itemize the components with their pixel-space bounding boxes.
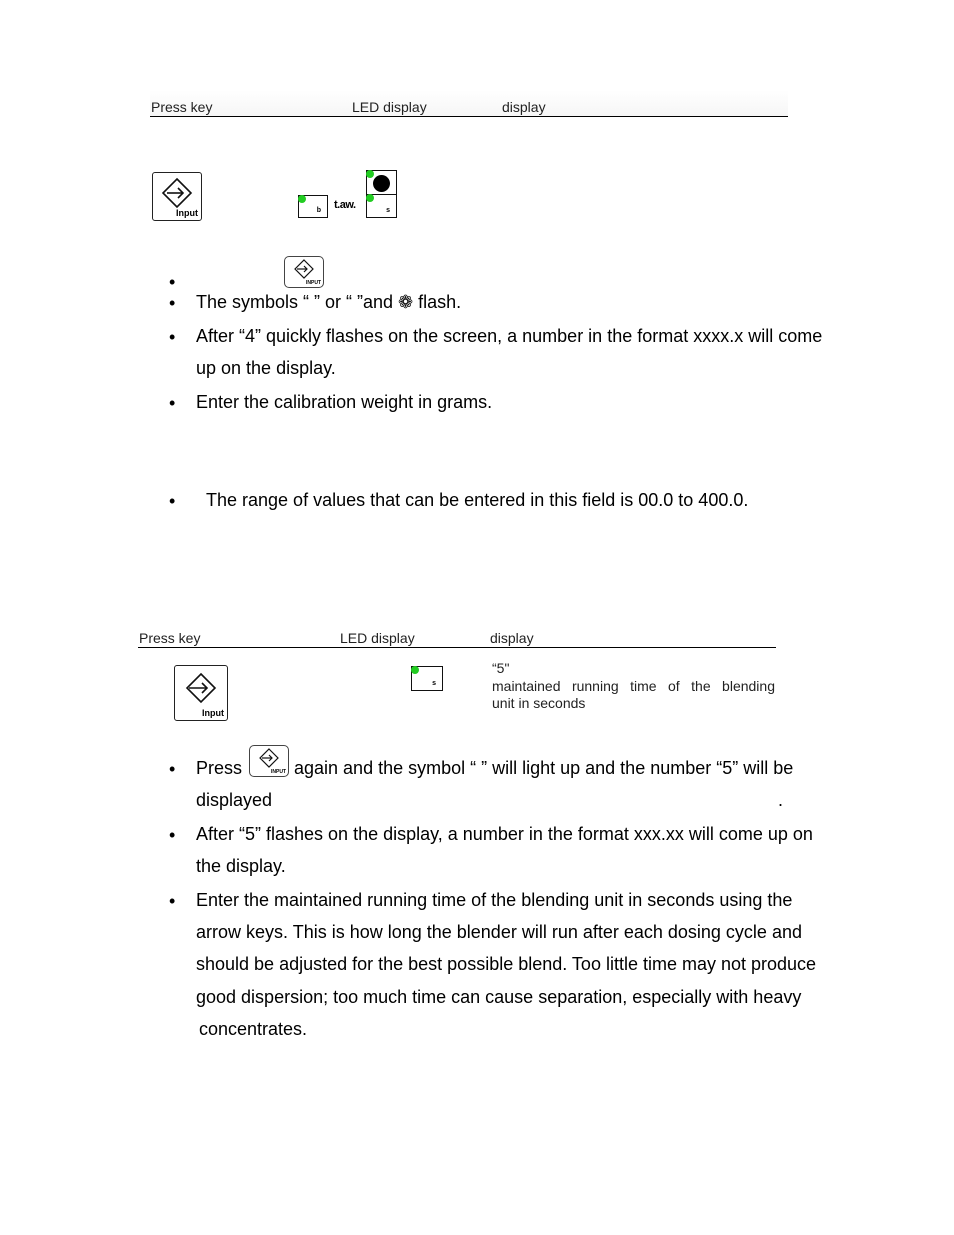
bullet-icon: • — [169, 327, 176, 347]
bullet-press-text: Press — [196, 758, 243, 778]
bullet-icon: • — [169, 891, 176, 911]
bullet-text-cont: displayed — [196, 790, 273, 810]
table1-header — [150, 90, 788, 117]
led-indicator-dot — [366, 170, 397, 196]
bullet-icon: • — [169, 759, 176, 779]
bullet-text: After “4” quickly flashes on the screen, a number in the format xxxx.x will come — [196, 326, 823, 346]
display-description-cont: unit in seconds — [492, 695, 586, 711]
header-press-key: Press key — [139, 630, 201, 646]
bullet-icon: • — [169, 272, 176, 292]
bullet-text-cont: the display. — [196, 856, 286, 876]
table2-header — [138, 621, 776, 648]
bullet-text: After “5” flashes on the display, a number in the format xxx.xx will come up on — [196, 824, 813, 844]
led-green-dot — [366, 170, 374, 178]
display-description: maintained running time of the blending — [492, 678, 775, 694]
input-key-label: Input — [202, 708, 224, 718]
header-press-key: Press key — [151, 99, 213, 115]
bullet-icon: • — [169, 293, 176, 313]
bullet-icon: • — [169, 491, 176, 511]
input-key-inline[interactable] — [284, 256, 324, 288]
inline-key-label: INPUT — [271, 769, 286, 775]
bullet-text: again and the symbol “ ” will light up and the number “5” will be — [294, 758, 794, 778]
bullet-text: The range of values that can be entered in this field is 00.0 to 400.0. — [206, 490, 749, 510]
led-green-dot — [298, 195, 306, 203]
led-indicator-s — [411, 666, 443, 691]
bullet-icon: • — [169, 825, 176, 845]
inline-key-label: INPUT — [306, 280, 321, 286]
led-tag: s — [386, 207, 390, 214]
bullet-icon: • — [169, 393, 176, 413]
bullet-text-cont: concentrates. — [199, 1019, 308, 1039]
input-key[interactable] — [152, 172, 202, 221]
bullet-text: Enter the maintained running time of the blending unit in seconds using the — [196, 890, 793, 910]
bullet-text-cont: good dispersion; too much time can cause separation, especially with heavy — [196, 987, 802, 1007]
led-tag: b — [316, 207, 321, 214]
led-middle-text: t.aw. — [334, 199, 356, 211]
led-indicator-s — [366, 194, 397, 218]
led-green-dot — [411, 666, 419, 674]
header-led-display: LED display — [352, 99, 427, 115]
led-indicator-b — [298, 195, 328, 218]
bullet-text-cont: up on the display. — [196, 358, 336, 378]
input-key-inline[interactable] — [249, 745, 289, 777]
led-tag: s — [432, 680, 436, 687]
input-key[interactable] — [174, 665, 228, 721]
input-key-label: Input — [176, 208, 198, 218]
black-dot-icon — [373, 175, 390, 192]
bullet-text-cont: should be adjusted for the best possible blend. Too little time may not produce — [196, 954, 817, 974]
header-display: display — [490, 630, 534, 646]
header-display: display — [502, 99, 546, 115]
bullet-text: Enter the calibration weight in grams. — [196, 392, 493, 412]
bullet-text-period: . — [778, 790, 784, 810]
led-green-dot — [366, 194, 374, 202]
header-led-display: LED display — [340, 630, 415, 646]
bullet-text-cont: arrow keys. This is how long the blender will run after each dosing cycle and — [196, 922, 802, 942]
display-value: “5" — [492, 660, 510, 676]
bullet-text: The symbols “ ” or “ ”and ❁ flash. — [196, 292, 462, 312]
